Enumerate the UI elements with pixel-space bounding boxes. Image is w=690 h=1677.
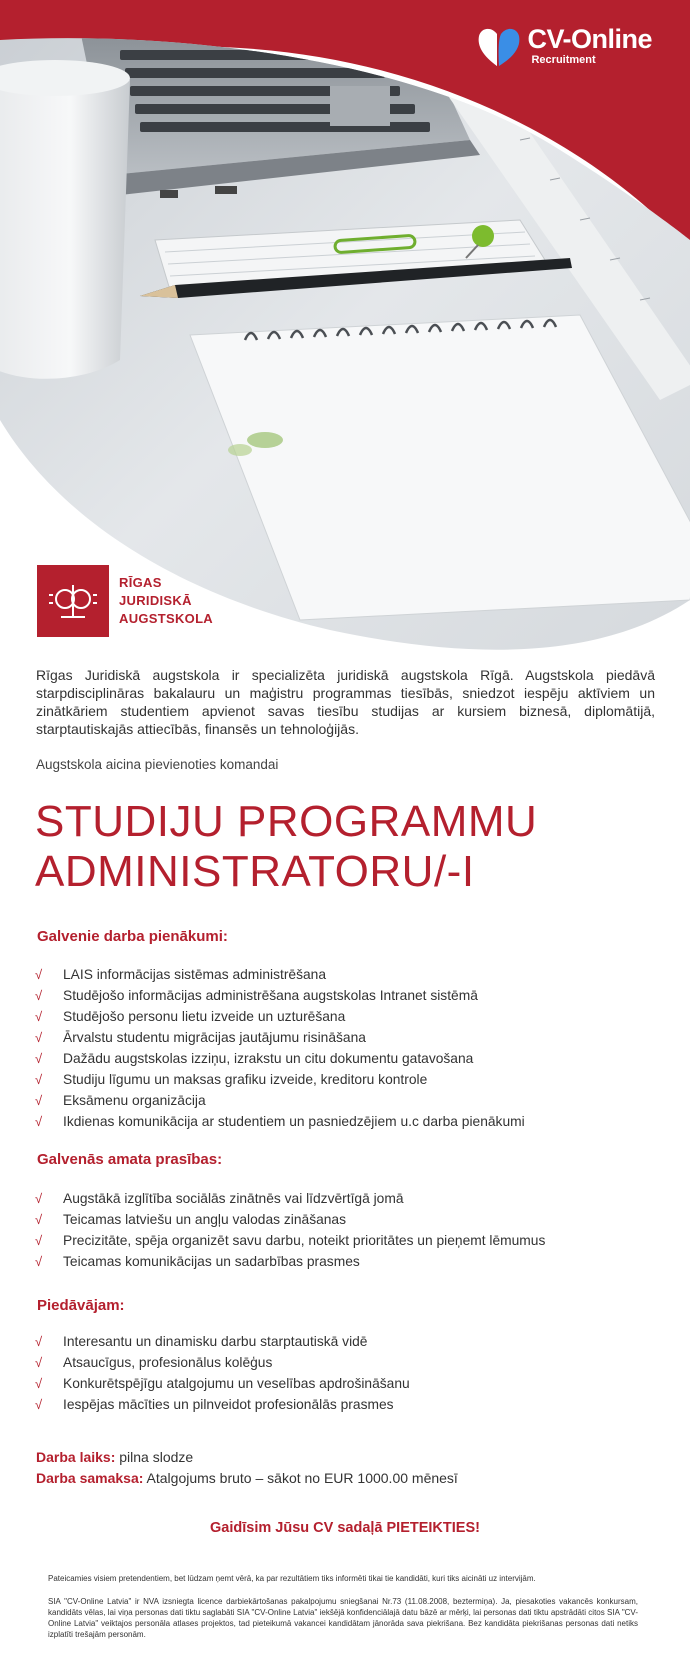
hours-value: pilna slodze — [119, 1449, 194, 1465]
check-icon: √ — [35, 1072, 43, 1087]
list-item: √ Interesantu un dinamisku darbu starptautiskā vidē — [35, 1331, 410, 1352]
list-item: √ Studiju līgumu un maksas grafiku izveide, kreditoru kontrole — [35, 1069, 525, 1090]
check-icon: √ — [35, 988, 43, 1003]
apply-call-to-action[interactable]: Gaidīsim Jūsu CV sadaļā PIETEIKTIES! — [210, 1520, 480, 1536]
employment-terms — [36, 1447, 458, 1489]
hours-label: Darba laiks: — [36, 1449, 116, 1465]
rja-emblem-icon — [37, 565, 109, 637]
check-icon: √ — [35, 1093, 43, 1108]
requirements-list — [35, 1188, 545, 1272]
check-icon: √ — [35, 1114, 43, 1129]
employer-logo-line-2: JURIDISKĀ — [119, 593, 192, 608]
check-icon: √ — [35, 1334, 43, 1349]
cv-online-subtitle: Recruitment — [531, 54, 596, 66]
list-item: √ Ārvalstu studentu migrācijas jautājumu risināšana — [35, 1027, 525, 1048]
list-item: √ Atsaucīgus, profesionālus kolēģus — [35, 1352, 410, 1373]
salary-value: Atalgojums bruto – sākot no EUR 1000.00 mēnesī — [146, 1470, 458, 1486]
list-item: √ Ikdienas komunikācija ar studentiem un pasniedzējiem u.c darba pienākumi — [35, 1111, 525, 1132]
list-item: √ Teicamas komunikācijas un sadarbības prasmes — [35, 1251, 545, 1272]
employer-logo — [37, 565, 213, 637]
disclaimer-note: Pateicamies visiem pretendentiem, bet lūdzam ņemt vērā, ka par rezultātiem tiks informēti tikai tie kandidāti, kuri tiks aicināti uz intervijām. — [48, 1574, 536, 1583]
cv-online-brand: CV-Online — [527, 24, 652, 54]
desk-photo — [0, 0, 690, 660]
list-item: √ Teicamas latviešu un angļu valodas zināšanas — [35, 1209, 545, 1230]
list-item: √ Precizitāte, spēja organizēt savu darbu, noteikt prioritātes un pieņemt lēmumus — [35, 1230, 545, 1251]
check-icon: √ — [35, 1009, 43, 1024]
employer-logo-line-1: RĪGAS — [119, 575, 162, 590]
employer-logo-line-3: AUGSTSKOLA — [119, 611, 213, 626]
check-icon: √ — [35, 1254, 43, 1269]
salary-label: Darba samaksa: — [36, 1470, 144, 1486]
cv-online-heart-icon — [477, 26, 521, 68]
requirements-title: Galvenās amata prasības: — [37, 1151, 223, 1168]
check-icon: √ — [35, 1376, 43, 1391]
check-icon: √ — [35, 1030, 43, 1045]
check-icon: √ — [35, 1212, 43, 1227]
job-title-line-2: ADMINISTRATORU/-I — [35, 847, 475, 896]
list-item: √ Augstākā izglītība sociālās zinātnēs vai līdzvērtīgā jomā — [35, 1188, 545, 1209]
offer-title: Piedāvājam: — [37, 1297, 125, 1314]
team-invite: Augstskola aicina pievienoties komandai — [36, 757, 279, 772]
hero-banner — [0, 0, 690, 660]
check-icon: √ — [35, 1051, 43, 1066]
list-item: √ Eksāmenu organizācija — [35, 1090, 525, 1111]
duties-list — [35, 964, 525, 1132]
job-title-line-1: STUDIJU PROGRAMMU — [35, 797, 538, 846]
list-item: √ Studējošo personu lietu izveide un uzturēšana — [35, 1006, 525, 1027]
check-icon: √ — [35, 967, 43, 982]
list-item: √ LAIS informācijas sistēmas administrēšana — [35, 964, 525, 985]
disclaimer-privacy: SIA "CV-Online Latvia" ir NVA izsniegta licence darbiekārtošanas pakalpojumu sniegšanai Nr.73 (11.08.2008, beztermiņa). Ja, piesakoties vakancēs konkursam, kandidāts vēlas, lai viņa personas dati tiktu saglabāti SIA "CV-Online Latvia" iekšējā konfidenciālajā datu bāzē ar mērķi, lai personas dati tiktu apstrādāti citos SIA "CV-Online Latvia" veiktajos personāla atlases projektos, tad pieteikumā vakancei kandidātam jānorāda sava piekrišana. Bez kandidāta piekrišanas personas dati netiks izplatīti trešajām personām. — [48, 1597, 638, 1639]
company-intro: Rīgas Juridiskā augstskola ir specializēta juridiskā augstskola Rīgā. Augstskola piedāvā starpdisciplināras bakalauru un maģistru programmas tiesībās, sniedzot iespēju aktīviem un zinātkāriem studentiem apvienot savas tiesību studijas ar kursiem biznesā, diplomātijā, starptautiskajās attiecībās, finansēs un tehnoloģijās. — [36, 667, 655, 737]
check-icon: √ — [35, 1355, 43, 1370]
duties-title: Galvenie darba pienākumi: — [37, 928, 228, 945]
offer-list — [35, 1331, 410, 1415]
cv-online-logo[interactable] — [477, 24, 652, 68]
job-title — [35, 797, 675, 897]
list-item: √ Studējošo informācijas administrēšana augstskolas Intranet sistēmā — [35, 985, 525, 1006]
check-icon: √ — [35, 1191, 43, 1206]
list-item: √ Konkurētspējīgu atalgojumu un veselības apdrošināšanu — [35, 1373, 410, 1394]
list-item: √ Iespējas mācīties un pilnveidot profesionālās prasmes — [35, 1394, 410, 1415]
list-item: √ Dažādu augstskolas izziņu, izrakstu un citu dokumentu gatavošana — [35, 1048, 525, 1069]
check-icon: √ — [35, 1397, 43, 1412]
check-icon: √ — [35, 1233, 43, 1248]
